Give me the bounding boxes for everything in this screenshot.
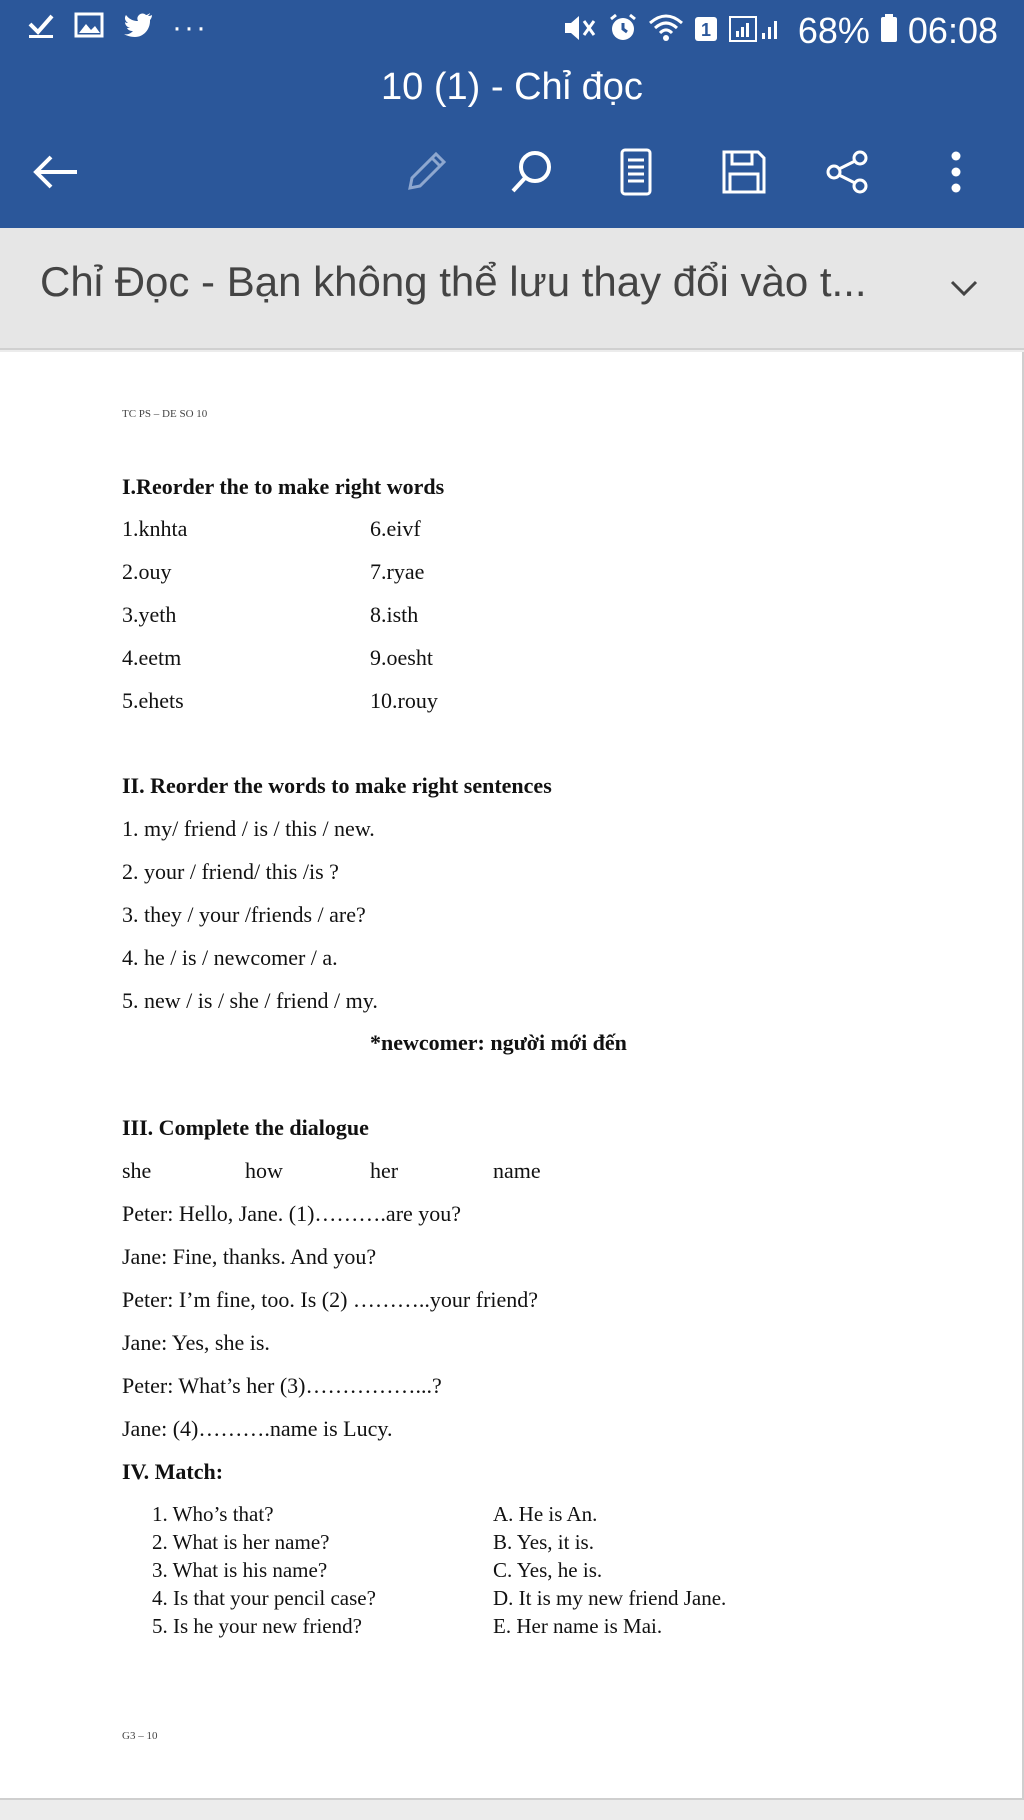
match-answer: C. Yes, he is. — [493, 1558, 603, 1582]
list-item: 2.ouy — [122, 559, 172, 584]
chevron-down-icon[interactable] — [944, 268, 984, 308]
signal-icon — [728, 10, 788, 52]
read-only-banner[interactable] — [0, 228, 1024, 350]
dialogue-line: Peter: Hello, Jane. (1)……….are you? — [122, 1201, 462, 1226]
share-icon — [824, 148, 872, 196]
list-item: 10.rouy — [370, 688, 438, 713]
edit-button[interactable] — [394, 140, 458, 204]
list-item: 3.yeth — [122, 602, 177, 627]
match-question: 5. Is he your new friend? — [152, 1614, 362, 1638]
reading-view-button[interactable] — [604, 140, 668, 204]
edit-pencil-icon — [402, 148, 450, 196]
list-item: 2. your / friend/ this /is ? — [122, 859, 339, 884]
match-answer: D. It is my new friend Jane. — [493, 1586, 727, 1610]
list-item: 5.ehets — [122, 688, 184, 713]
status-bar — [0, 0, 1024, 62]
more-options-button[interactable] — [924, 140, 988, 204]
list-item: 7.ryae — [370, 559, 425, 584]
dialogue-line: Jane: Yes, she is. — [122, 1330, 270, 1355]
more-notifications-icon: ··· — [172, 10, 208, 44]
list-item: 3. they / your /friends / are? — [122, 902, 366, 927]
list-item: 5. new / is / she / friend / my. — [122, 988, 378, 1013]
match-answer: A. He is An. — [493, 1502, 598, 1526]
app-bar — [0, 0, 1024, 228]
list-item: 8.isth — [370, 602, 419, 627]
list-item: 1. my/ friend / is / this / new. — [122, 816, 375, 841]
document-content — [0, 352, 1022, 1798]
list-item: 6.eivf — [370, 516, 421, 541]
dialogue-line: Jane: (4)……….name is Lucy. — [122, 1416, 393, 1441]
save-button[interactable] — [712, 140, 776, 204]
svg-text:1: 1 — [700, 20, 711, 40]
download-check-icon — [26, 10, 56, 45]
search-icon — [507, 147, 557, 197]
share-button[interactable] — [816, 140, 880, 204]
back-icon — [31, 152, 81, 192]
word-bank-item: name — [493, 1158, 541, 1183]
sim-icon — [694, 10, 718, 52]
list-item: 1.knhta — [122, 516, 188, 541]
word-bank-item: she — [122, 1158, 152, 1183]
match-question: 3. What is his name? — [152, 1558, 328, 1582]
document-page[interactable] — [0, 352, 1024, 1800]
section2-title: II. Reorder the words to make right sentences — [122, 773, 552, 798]
battery-icon — [880, 10, 898, 52]
section4-title: IV. Match: — [122, 1459, 224, 1484]
reading-view-icon — [618, 147, 654, 197]
section3-title: III. Complete the dialogue — [122, 1115, 369, 1140]
section1-title: I.Reorder the to make right words — [122, 474, 445, 499]
document-header: TC PS – DE SO 10 — [122, 408, 208, 420]
match-question: 1. Who’s that? — [152, 1502, 274, 1526]
list-item: 4.eetm — [122, 645, 182, 670]
back-button[interactable] — [24, 140, 88, 204]
read-only-message: Chỉ Đọc - Bạn không thể lưu thay đổi vào t... — [40, 258, 867, 305]
list-item: 4. he / is / newcomer / a. — [122, 945, 338, 970]
match-question: 2. What is her name? — [152, 1530, 330, 1554]
toolbar — [0, 140, 1024, 204]
match-question: 4. Is that your pencil case? — [152, 1586, 376, 1610]
alarm-icon — [608, 10, 638, 52]
document-title: 10 (1) - Chỉ đọc — [381, 66, 643, 108]
word-bank-item: her — [370, 1158, 399, 1183]
save-icon — [720, 148, 768, 196]
match-answer: B. Yes, it is. — [493, 1530, 594, 1554]
vocab-note: *newcomer: người mới đến — [370, 1030, 627, 1055]
wifi-icon — [648, 10, 684, 52]
more-icon — [948, 148, 964, 196]
dialogue-line: Peter: What’s her (3)……………...? — [122, 1373, 442, 1398]
twitter-icon — [122, 11, 154, 44]
document-footer: G3 – 10 — [122, 1730, 158, 1742]
dialogue-line: Jane: Fine, thanks. And you? — [122, 1244, 377, 1269]
list-item: 9.oesht — [370, 645, 433, 670]
search-button[interactable] — [500, 140, 564, 204]
match-answer: E. Her name is Mai. — [493, 1614, 663, 1638]
clock: 06:08 — [907, 10, 998, 51]
word-bank-item: how — [245, 1158, 283, 1183]
dialogue-line: Peter: I’m fine, too. Is (2) ………..your friend? — [122, 1287, 539, 1312]
battery-percent: 68% — [797, 10, 870, 51]
gallery-icon — [74, 11, 104, 44]
mute-icon — [562, 10, 598, 52]
